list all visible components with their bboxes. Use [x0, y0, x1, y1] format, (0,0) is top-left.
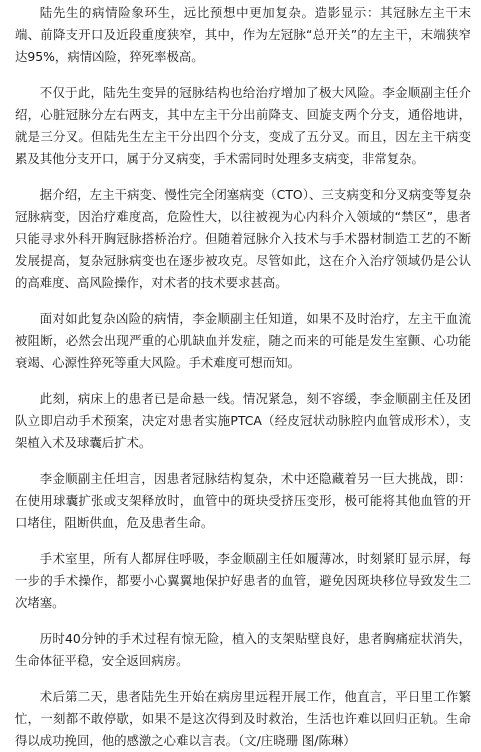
paragraph-recovery: 术后第二天，患者陆先生开始在病房里远程开展工作，他直言，平日里工作繁忙，一刻都不敢停歇，如果不是这次得到及时救治，生活也许难以回归正轨。生命得以成功挽回，他的感激之心难以言表。（文/庄晓珊 图/陈琳） — [15, 689, 471, 748]
paragraph-severity: 面对如此复杂凶险的病情，李金顺副主任知道，如果不及时治疗，左主干血流被阻断，必然会出现严重的心肌缺血并发症，随之而来的可能是发生室颤、心功能衰竭、心源性猝死等重大风险。手术难度可想而知。 — [15, 311, 471, 370]
paragraph-background: 据介绍，左主干病变、慢性完全闭塞病变（CTO）、三支病变和分叉病变等复杂冠脉病变，因治疗难度高，危险性大，以往被视为心内科介入领域的“禁区”，患者只能寻求外科开胸冠脉搭桥治疗。但随着冠脉介入技术与手术器材制造工艺的不断发展提高，复杂冠脉病变也在逐步被攻克。尽管如此，这在介入治疗领域仍是公认的高难度、高风险操作，对术者的技术要求甚高。 — [15, 187, 471, 290]
paragraph-challenge: 李金顺副主任坦言，因患者冠脉结构复杂，术中还隐藏着另一巨大挑战，即：在使用球囊扩张或支架释放时，血管中的斑块受挤压变形，极可能将其他血管的开口堵住，阻断供血，危及患者生命。 — [15, 471, 471, 530]
paragraph-anatomy-risk: 不仅于此，陆先生变异的冠脉结构也给治疗增加了极大风险。李金顺副主任介绍，心脏冠脉分左右两支，其中左主干分出前降支、回旋支两个分支，通俗地讲，就是三分叉。但陆先生左主干分出四个分支，变成了五分叉。而且，因左主干病变累及其他分支开口，属于分叉病变，手术需同时处理多支病变，非常复杂。 — [15, 85, 471, 166]
paragraph-decision: 此刻，病床上的患者已是命悬一线。情况紧急，刻不容缓，李金顺副主任及团队立即启动手术预案，决定对患者实施PTCA（经皮冠状动脉腔内血管成形术），支架植入术及球囊后扩术。 — [15, 391, 471, 450]
paragraph-diagnosis: 陆先生的病情险象环生，远比预想中更加复杂。造影显示：其冠脉左主干末端、前降支开口及近段重度狭窄，其中，作为左冠脉“总开关”的左主干，末端狭窄达95%，病情凶险，猝死率极高。 — [15, 5, 471, 64]
paragraph-result: 历时40分钟的手术过程有惊无险，植入的支架贴壁良好，患者胸痛症状消失，生命体征平稳，安全返回病房。 — [15, 631, 471, 668]
paragraph-surgery: 手术室里，所有人都屏住呼吸，李金顺副主任如履薄冰，时刻紧盯显示屏，每一步的手术操作，都要小心翼翼地保护好患者的血管，避免因斑块移位导致发生二次堵塞。 — [15, 551, 471, 610]
